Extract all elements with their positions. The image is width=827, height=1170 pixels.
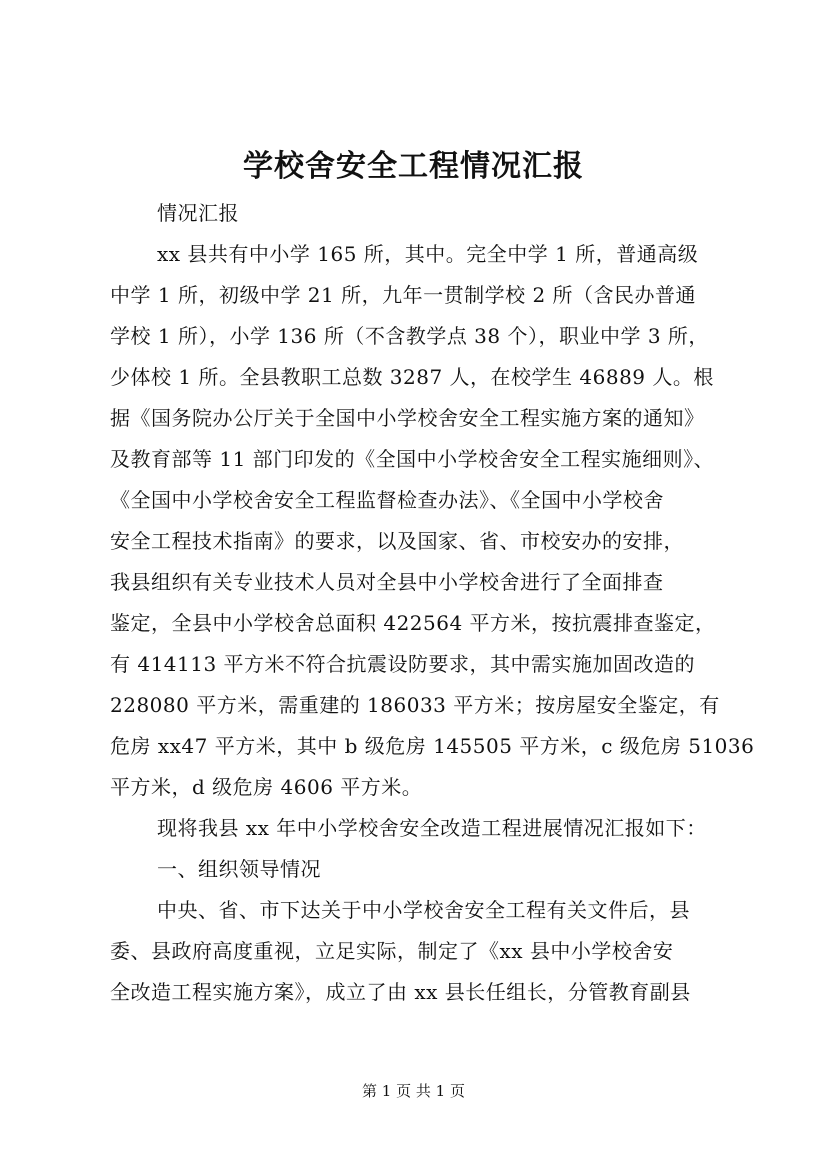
paragraph-line: 有 414113 平方米不符合抗震设防要求，其中需实施加固改造的 bbox=[110, 652, 696, 676]
paragraph-line: 据《国务院办公厅关于全国中小学校舍安全工程实施方案的通知》 bbox=[110, 406, 705, 430]
section-heading: 一、组织领导情况 bbox=[157, 857, 321, 881]
paragraph-line: 中学 1 所，初级中学 21 所，九年一贯制学校 2 所（含民办普通 bbox=[110, 283, 697, 307]
paragraph-line: 危房 xx47 平方米，其中 b 级危房 145505 平方米，c 级危房 51036 bbox=[110, 734, 755, 758]
paragraph-line: 中央、省、市下达关于中小学校舍安全工程有关文件后，县 bbox=[157, 898, 690, 922]
paragraph-line: 228080 平方米，需重建的 186033 平方米；按房屋安全鉴定，有 bbox=[110, 693, 720, 717]
paragraph-line: 安全工程技术指南》的要求，以及国家、省、市校安办的安排， bbox=[110, 529, 684, 553]
paragraph-line: 委、县政府高度重视，立足实际，制定了《xx 县中小学校舍安 bbox=[110, 939, 674, 963]
paragraph-line: 及教育部等 11 部门印发的《全国中小学校舍安全工程实施细则》、 bbox=[110, 447, 715, 471]
paragraph-line: 现将我县 xx 年中小学校舍安全改造工程进展情况汇报如下： bbox=[157, 816, 707, 840]
paragraph-line: 我县组织有关专业技术人员对全县中小学校舍进行了全面排查 bbox=[110, 570, 664, 594]
document-title: 学校舍安全工程情况汇报 bbox=[243, 149, 584, 184]
paragraph-line: 少体校 1 所。全县教职工总数 3287 人，在校学生 46889 人。根 bbox=[110, 365, 714, 389]
page-number-footer: 第 1 页 共 1 页 bbox=[362, 1082, 465, 1100]
paragraph-line: 全改造工程实施方案》，成立了由 xx 县长任组长，分管教育副县 bbox=[110, 980, 691, 1004]
paragraph-line: 学校 1 所），小学 136 所（不含教学点 38 个），职业中学 3 所， bbox=[110, 324, 709, 348]
paragraph-line: xx 县共有中小学 165 所，其中。完全中学 1 所，普通高级 bbox=[157, 242, 699, 266]
paragraph-line: 《全国中小学校舍安全工程监督检查办法》、《全国中小学校舍 bbox=[110, 488, 664, 512]
section-heading: 情况汇报 bbox=[157, 201, 239, 225]
paragraph-line: 鉴定，全县中小学校舍总面积 422564 平方米，按抗震排查鉴定， bbox=[110, 611, 716, 635]
paragraph-line: 平方米，d 级危房 4606 平方米。 bbox=[110, 775, 423, 799]
